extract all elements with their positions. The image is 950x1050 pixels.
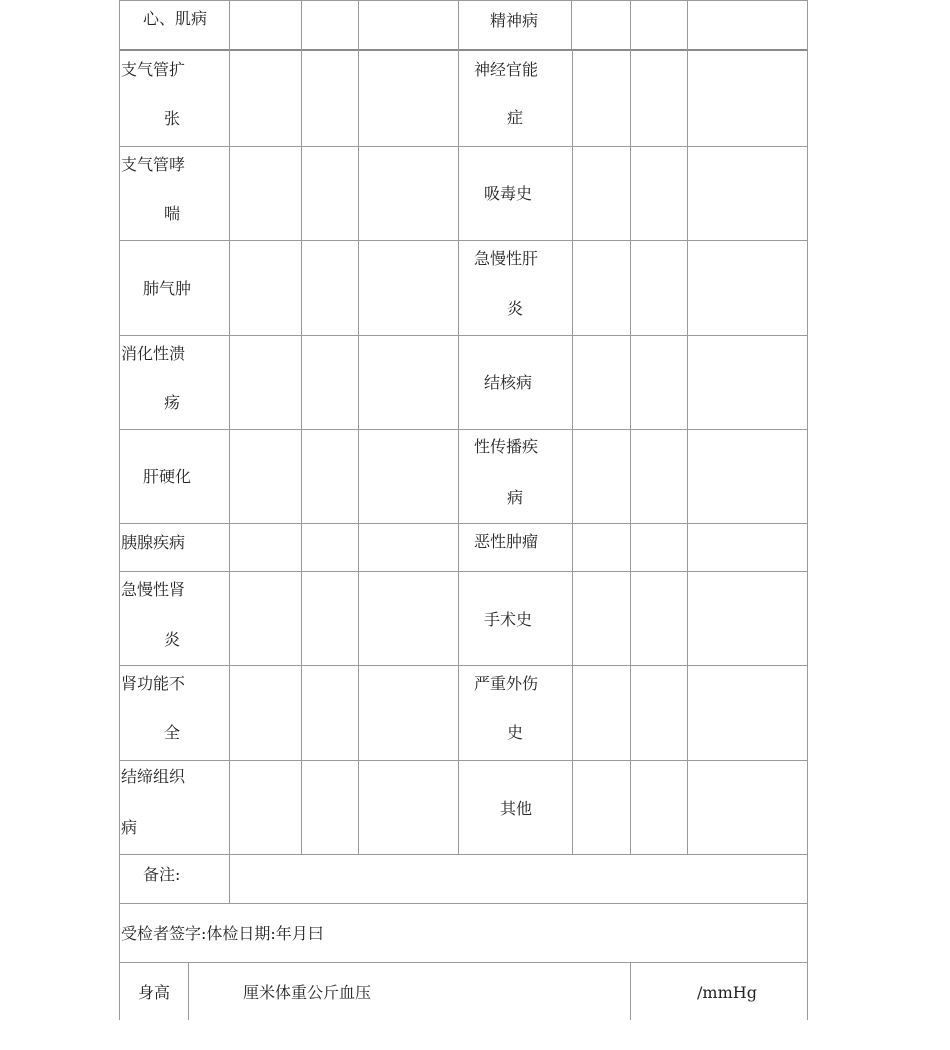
disease-label-hepatitis-cont: 炎 <box>507 299 524 318</box>
rule-row-1 <box>119 49 808 51</box>
signature-date-line: 受检者签字:体检日期:年月曰 <box>121 924 324 943</box>
disease-label-hepatitis: 急慢性肝 <box>474 249 539 268</box>
rule-col-4 <box>458 0 459 854</box>
rule-top <box>119 0 808 1</box>
rule-col-1 <box>229 0 230 903</box>
rule-measure-1 <box>188 962 189 1020</box>
disease-label-cardiomyopathy: 心、肌病 <box>143 9 208 28</box>
disease-label-trauma-history-cont: 史 <box>507 723 524 742</box>
disease-label-peptic-ulcer-cont: 疡 <box>164 393 181 412</box>
rule-signature <box>119 962 808 963</box>
disease-label-nephritis: 急慢性肾 <box>121 580 186 599</box>
disease-label-drug-history: 吸毒史 <box>484 184 533 203</box>
rule-col-2 <box>301 0 302 854</box>
rule-row-10 <box>119 854 808 855</box>
rule-row-2 <box>119 146 808 147</box>
rule-row-7 <box>119 571 808 572</box>
disease-label-peptic-ulcer: 消化性溃 <box>121 344 186 363</box>
disease-label-connective-tissue-cont: 病 <box>121 818 138 837</box>
disease-label-trauma-history: 严重外伤 <box>474 674 539 693</box>
rule-row-8 <box>119 665 808 666</box>
disease-label-nephritis-cont: 炎 <box>164 630 181 649</box>
rule-col-5 <box>572 50 573 854</box>
disease-label-tuberculosis: 结核病 <box>484 373 533 392</box>
rule-row-5 <box>119 429 808 430</box>
disease-label-psychosis: 精神病 <box>490 11 539 30</box>
rule-measure-2 <box>630 962 631 1020</box>
disease-label-asthma: 支气管哮 <box>121 155 186 174</box>
disease-label-std-cont: 病 <box>507 488 524 507</box>
disease-label-connective-tissue: 结缔组织 <box>121 767 186 786</box>
rule-left-border <box>119 0 120 1020</box>
rule-row-4 <box>119 335 808 336</box>
rule-col-6 <box>630 0 631 854</box>
rule-right-border <box>807 0 808 1020</box>
disease-label-bronchiectasis: 支气管扩 <box>121 60 186 79</box>
disease-label-asthma-cont: 喘 <box>164 204 181 223</box>
disease-label-cirrhosis: 肝硬化 <box>143 467 192 486</box>
disease-label-bronchiectasis-cont: 张 <box>164 109 181 128</box>
rule-remarks <box>119 903 808 904</box>
disease-label-pancreas: 胰腺疾病 <box>121 533 186 552</box>
rule-row-9 <box>119 760 808 761</box>
disease-label-other: 其他 <box>500 799 533 818</box>
disease-label-surgery-history: 手术史 <box>484 610 533 629</box>
disease-label-neurosis-cont: 症 <box>507 108 524 127</box>
disease-label-neurosis: 神经官能 <box>474 60 539 79</box>
disease-label-std: 性传播疾 <box>474 437 539 456</box>
disease-label-renal-insufficiency-cont: 全 <box>164 723 181 742</box>
disease-label-renal-insufficiency: 肾功能不 <box>121 674 186 693</box>
rule-col-7 <box>687 0 688 854</box>
bp-unit: /mmHg <box>697 983 757 1002</box>
disease-label-emphysema: 肺气肿 <box>143 279 192 298</box>
rule-col-3 <box>358 0 359 854</box>
remarks-label: 备注: <box>143 865 181 884</box>
height-label: 身高 <box>138 983 171 1002</box>
disease-label-malignant-tumor: 恶性肿瘤 <box>474 532 539 551</box>
rule-col-5a <box>571 0 572 49</box>
height-weight-bp-text: 厘米体重公斤血压 <box>243 983 372 1002</box>
rule-row-3 <box>119 240 808 241</box>
rule-row-6 <box>119 523 808 524</box>
